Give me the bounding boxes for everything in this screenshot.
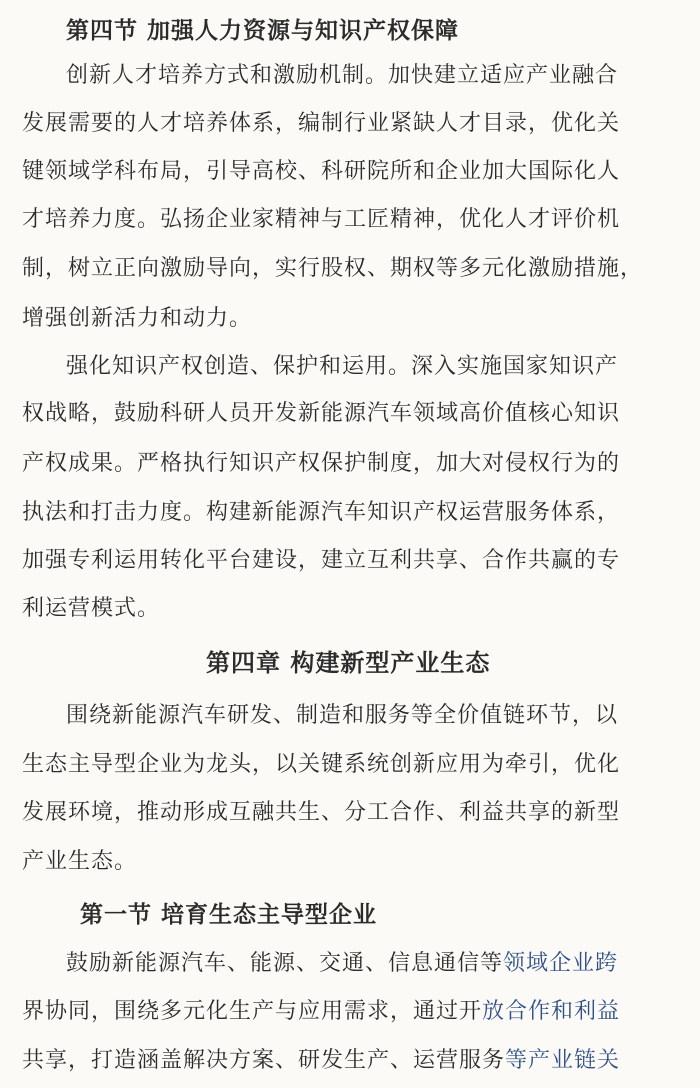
paragraph-talent-line-5: 制，树立正向激励导向，实行股权、期权等多元化激励措施，	[22, 256, 644, 281]
paragraph-cooperation-line-3-main: 共享，打造涵盖解决方案、研发生产、运营服务	[22, 1048, 506, 1073]
paragraph-cooperation-line-1-main: 鼓励新能源汽车、能源、交通、信息通信等	[66, 951, 504, 976]
paragraph-talent-line-2: 发展需要的人才培养体系，编制行业紧缺人才目录，优化关	[22, 111, 621, 136]
paragraph-ip-line-5: 加强专利运用转化平台建设，建立互利共享、合作共赢的专	[22, 548, 621, 573]
paragraph-ecosystem-line-3: 发展环境，推动形成互融共生、分工合作、利益共享的新型	[22, 800, 621, 825]
paragraph-talent-line-6: 增强创新活力和动力。	[22, 306, 253, 331]
paragraph-ip-line-3: 产权成果。严格执行知识产权保护制度，加大对侵权行为的	[22, 451, 621, 476]
paragraph-cooperation-line-1-tail: 领域企业跨	[503, 951, 619, 976]
paragraph-ecosystem-line-2: 生态主导型企业为龙头，以关键系统创新应用为牵引，优化	[22, 752, 621, 777]
paragraph-cooperation-line-2-main: 界协同，围绕多元化生产与应用需求，通过开	[22, 999, 483, 1024]
paragraph-talent-line-4: 才培养力度。弘扬企业家精神与工匠精神，优化人才评价机	[22, 207, 621, 232]
section-heading-4: 第四节 加强人力资源与知识产权保障	[66, 18, 460, 44]
paragraph-ip-line-1: 强化知识产权创造、保护和运用。深入实施国家知识产	[66, 354, 619, 379]
paragraph-talent-line-1: 创新人才培养方式和激励机制。加快建立适应产业融合	[66, 63, 619, 88]
paragraph-cooperation-line-2-tail: 放合作和利益	[482, 999, 621, 1024]
paragraph-ecosystem-line-4: 产业生态。	[22, 849, 138, 874]
chapter-heading-4: 第四章 构建新型产业生态	[206, 649, 491, 677]
paragraph-cooperation-line-2	[22, 991, 682, 1033]
paragraph-cooperation-line-3	[22, 1040, 682, 1082]
paragraph-cooperation-line-1	[22, 943, 682, 985]
section-heading-1: 第一节 培育生态主导型企业	[80, 902, 378, 928]
paragraph-cooperation-line-3-tail: 等产业链关	[505, 1048, 621, 1073]
paragraph-talent-line-3: 键领域学科布局，引导高校、科研院所和企业加大国际化人	[22, 159, 621, 184]
paragraph-ip-line-4: 执法和打击力度。构建新能源汽车知识产权运营服务体系，	[22, 500, 621, 525]
paragraph-ecosystem-line-1: 围绕新能源汽车研发、制造和服务等全价值链环节，以	[66, 703, 619, 728]
paragraph-ip-line-2: 权战略，鼓励科研人员开发新能源汽车领域高价值核心知识	[22, 401, 621, 426]
paragraph-ip-line-6: 利运营模式。	[22, 596, 161, 621]
